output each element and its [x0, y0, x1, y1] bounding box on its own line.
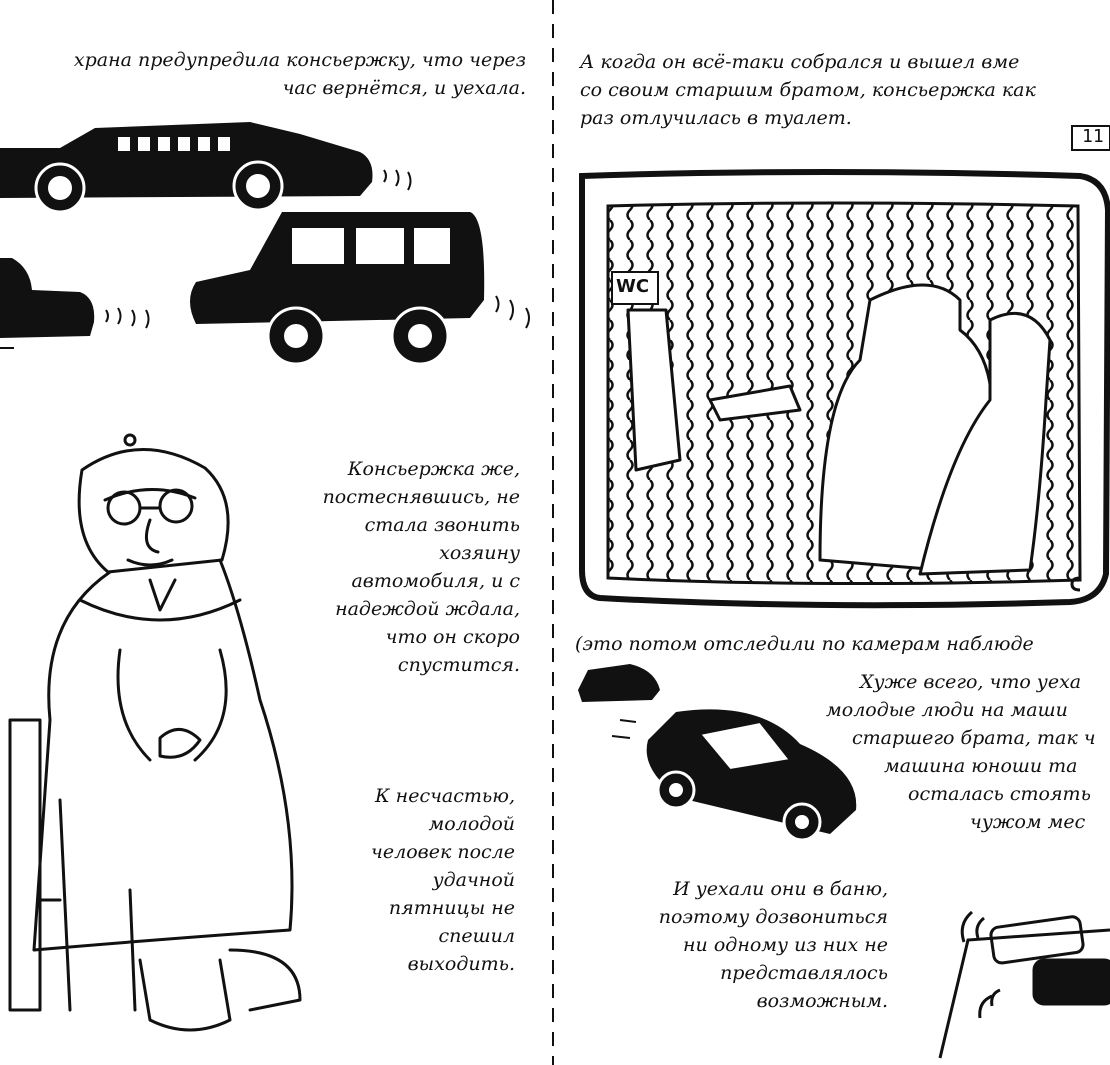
car-partial-illustration: [0, 258, 149, 348]
caption-line: старшего брата, так ч: [852, 727, 1096, 749]
caption-line: Консьержка же,: [347, 458, 520, 480]
caption-line: час вернётся, и уехала.: [282, 77, 526, 99]
caption-line: стала звонить: [364, 514, 520, 536]
wc-sign: WC: [616, 276, 650, 297]
suv-illustration: [190, 212, 529, 364]
caption-line: хрaнa предупредила консьержку, что через: [73, 49, 526, 71]
caption-line: выходить.: [407, 953, 515, 975]
caption-line: человек после: [371, 841, 515, 863]
caption-line: постеснявшись, не: [322, 486, 520, 508]
limousine-illustration: [0, 122, 411, 212]
caption-left-bottom: [371, 782, 515, 978]
concierge-illustration: [10, 435, 300, 1030]
caption-line: чужом мес: [970, 811, 1086, 833]
caption-line: К несчастью,: [374, 785, 515, 807]
cctv-screen-illustration: [582, 126, 1110, 605]
caption-line: поэтому дозвониться: [658, 906, 888, 928]
caption-line: спешил: [438, 925, 515, 947]
caption-right-bottom: [659, 875, 888, 1015]
caption-line: машина юноши та: [884, 755, 1078, 777]
caption-line: надеждой ждала,: [335, 598, 520, 620]
caption-line: спустится.: [397, 654, 520, 676]
caption-left-middle: [323, 455, 520, 679]
caption-left-top: [74, 46, 526, 102]
caption-line: осталась стоять: [908, 783, 1091, 805]
phones-illustration: [940, 912, 1110, 1058]
caption-line: автомобиля, и с: [351, 570, 520, 592]
caption-line: (это потом отследили по камерам наблюде: [575, 633, 1034, 655]
caption-line: что он скоро: [385, 626, 520, 648]
caption-line: хозяину: [439, 542, 520, 564]
caption-line: раз отлучилась в туалет.: [580, 107, 852, 129]
timecode: 11: [1082, 126, 1104, 147]
caption-line: со своим старшим братом, консьержка как: [580, 79, 1036, 101]
caption-line: Хуже всего, что уеха: [860, 671, 1082, 693]
caption-line: молодой: [428, 813, 515, 835]
caption-line: представлялось: [720, 962, 888, 984]
car-small-illustration: [578, 664, 660, 702]
caption-right-side: [820, 668, 1110, 836]
caption-right-paren: [575, 630, 1034, 658]
caption-line: А когда он всё-таки собрался и вышел вме: [580, 51, 1020, 73]
caption-right-top: [580, 48, 1036, 132]
caption-line: И уехали они в баню,: [673, 878, 888, 900]
caption-line: молодые люди на маши: [826, 699, 1068, 721]
caption-line: удачной: [432, 869, 515, 891]
caption-line: пятницы не: [388, 897, 515, 919]
caption-line: возможным.: [756, 990, 888, 1012]
caption-line: ни одному из них не: [683, 934, 888, 956]
